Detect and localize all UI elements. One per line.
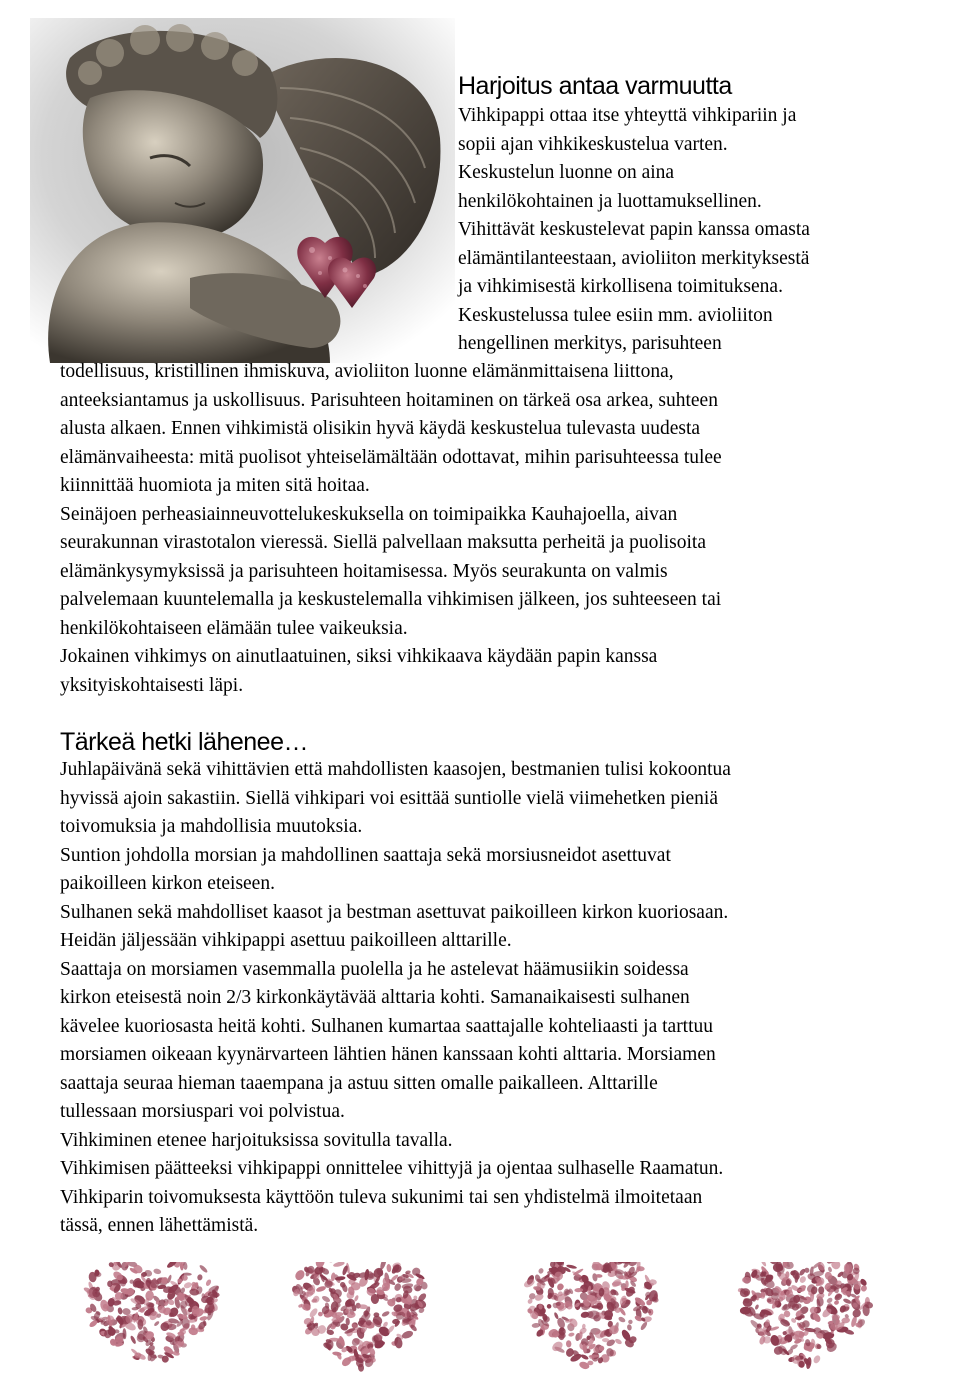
text-line: henkilökohtainen ja luottamuksellinen. bbox=[458, 190, 762, 212]
text-line: tullessaan morsiuspari voi polvistua. bbox=[60, 1101, 345, 1122]
section-heading-harjoitus: Harjoitus antaa varmuutta bbox=[458, 72, 732, 100]
text-line: paikoilleen kirkon eteiseen. bbox=[60, 873, 275, 894]
text-line: seurakunnan virastotalon vieressä. Siellä palvellaan maksutta perheitä ja puolisoita bbox=[60, 532, 707, 553]
text-line: palvelemaan kuuntelemalla ja keskustelemalla vihkimisen jälkeen, jos suhteeseen tai bbox=[60, 589, 722, 610]
text-line: Vihkiminen etenee harjoituksissa sovitulla tavalla. bbox=[60, 1129, 453, 1151]
text-line: morsiamen oikeaan kyynärvarteen lähtien hänen kanssaan kohti alttaria. Morsiamen bbox=[60, 1044, 716, 1065]
text-line: saattaja seuraa hieman taaempana ja astuu sitten omalle paikalleen. Alttarille bbox=[60, 1072, 658, 1094]
text-line: Vihkipappi ottaa itse yhteyttä vihkipariin ja bbox=[458, 105, 797, 126]
text-line: Vihkiparin toivomuksesta käyttöön tuleva sukunimi tai sen yhdistelmä ilmoitetaan bbox=[60, 1186, 703, 1208]
text-line: ja vihkimisestä kirkollisena toimituksena. bbox=[458, 276, 783, 297]
text-line: yksityiskohtaisesti läpi. bbox=[60, 674, 244, 696]
text-line: elämäntilanteestaan, avioliiton merkityksestä bbox=[458, 247, 810, 269]
text-line: henkilökohtaiseen elämään tulee vaikeuksia. bbox=[60, 617, 408, 639]
text-line: anteeksiantamus ja uskollisuus. Parisuhteen hoitaminen on tärkeä osa arkea, suhteen bbox=[60, 389, 718, 411]
text-line: elämänkysymyksissä ja parisuhteen hoitamisessa. Myös seurakunta on valmis bbox=[60, 560, 668, 582]
text-line: kirkon eteisestä noin 2/3 kirkonkäytävää alttaria kohti. Samanaikaisesti sulhanen bbox=[60, 987, 690, 1008]
paragraph-full-width bbox=[60, 358, 722, 700]
text-line: todellisuus, kristillinen ihmiskuva, avioliiton luonne elämänmittaisena liittona, bbox=[60, 361, 674, 382]
decorative-hearts-row bbox=[60, 1262, 900, 1392]
text-line: tässä, ennen lähettämistä. bbox=[60, 1215, 259, 1236]
section-heading-tarkea-hetki: Tärkeä hetki lähenee… bbox=[60, 728, 308, 756]
text-line: Seinäjoen perheasiainneuvottelukeskuksella on toimipaikka Kauhajoella, aivan bbox=[60, 503, 678, 525]
text-line: Jokainen vihkimys on ainutlaatuinen, siksi vihkikaava käydään papin kanssa bbox=[60, 646, 658, 667]
paragraph-beside-image bbox=[458, 102, 810, 359]
paragraph-ceremony bbox=[60, 756, 731, 1241]
petal-heart-icon bbox=[737, 1262, 874, 1369]
text-line: kävelee kuoriosasta heitä kohti. Sulhanen kumartaa saattajalle kohteliaasti ja tarttuu bbox=[60, 1015, 714, 1037]
text-line: Sulhanen sekä mahdolliset kaasot ja bestman asettuvat paikoilleen kirkon kuoriosaan. bbox=[60, 901, 729, 923]
text-line: kiinnittää huomiota ja miten sitä hoitaa. bbox=[60, 475, 370, 496]
text-line: Vihkimisen päätteeksi vihkipappi onnittelee vihittyjä ja ojentaa sulhaselle Raamatun. bbox=[60, 1158, 724, 1179]
text-line: toivomuksia ja mahdollisia muutoksia. bbox=[60, 816, 363, 837]
text-line: hyvissä ajoin sakastiin. Siellä vihkipari voi esittää suntiolle vielä viimehetken pieniä bbox=[60, 787, 718, 809]
petal-heart-icon bbox=[523, 1262, 660, 1370]
text-line: Vihittävät keskustelevat papin kanssa omasta bbox=[458, 219, 810, 240]
text-line: Heidän jäljessään vihkipappi asettuu paikoilleen alttarille. bbox=[60, 930, 512, 951]
text-line: Saattaja on morsiamen vasemmalla puolella ja he astelevat häämusiikin soidessa bbox=[60, 958, 689, 980]
petal-heart-icon bbox=[83, 1262, 220, 1364]
text-line: Keskustelun luonne on aina bbox=[458, 162, 675, 183]
text-line: Juhlapäivänä sekä vihittävien että mahdollisten kaasojen, bestmanien tulisi kokoontua bbox=[60, 759, 731, 780]
angel-statue-image bbox=[30, 18, 455, 363]
text-line: sopii ajan vihkikeskustelua varten. bbox=[458, 133, 728, 155]
text-line: alusta alkaen. Ennen vihkimistä olisikin hyvä käydä keskustelua tulevasta uudesta bbox=[60, 418, 701, 439]
text-line: hengellinen merkitys, parisuhteen bbox=[458, 333, 722, 354]
text-line: Keskustelussa tulee esiin mm. avioliiton bbox=[458, 304, 773, 326]
petal-heart-icon bbox=[291, 1262, 429, 1372]
text-line: elämänvaiheesta: mitä puolisot yhteiselämältään odottavat, mihin parisuhteessa tulee bbox=[60, 446, 722, 468]
text-line: Suntion johdolla morsian ja mahdollinen saattaja sekä morsiusneidot asettuvat bbox=[60, 844, 671, 866]
